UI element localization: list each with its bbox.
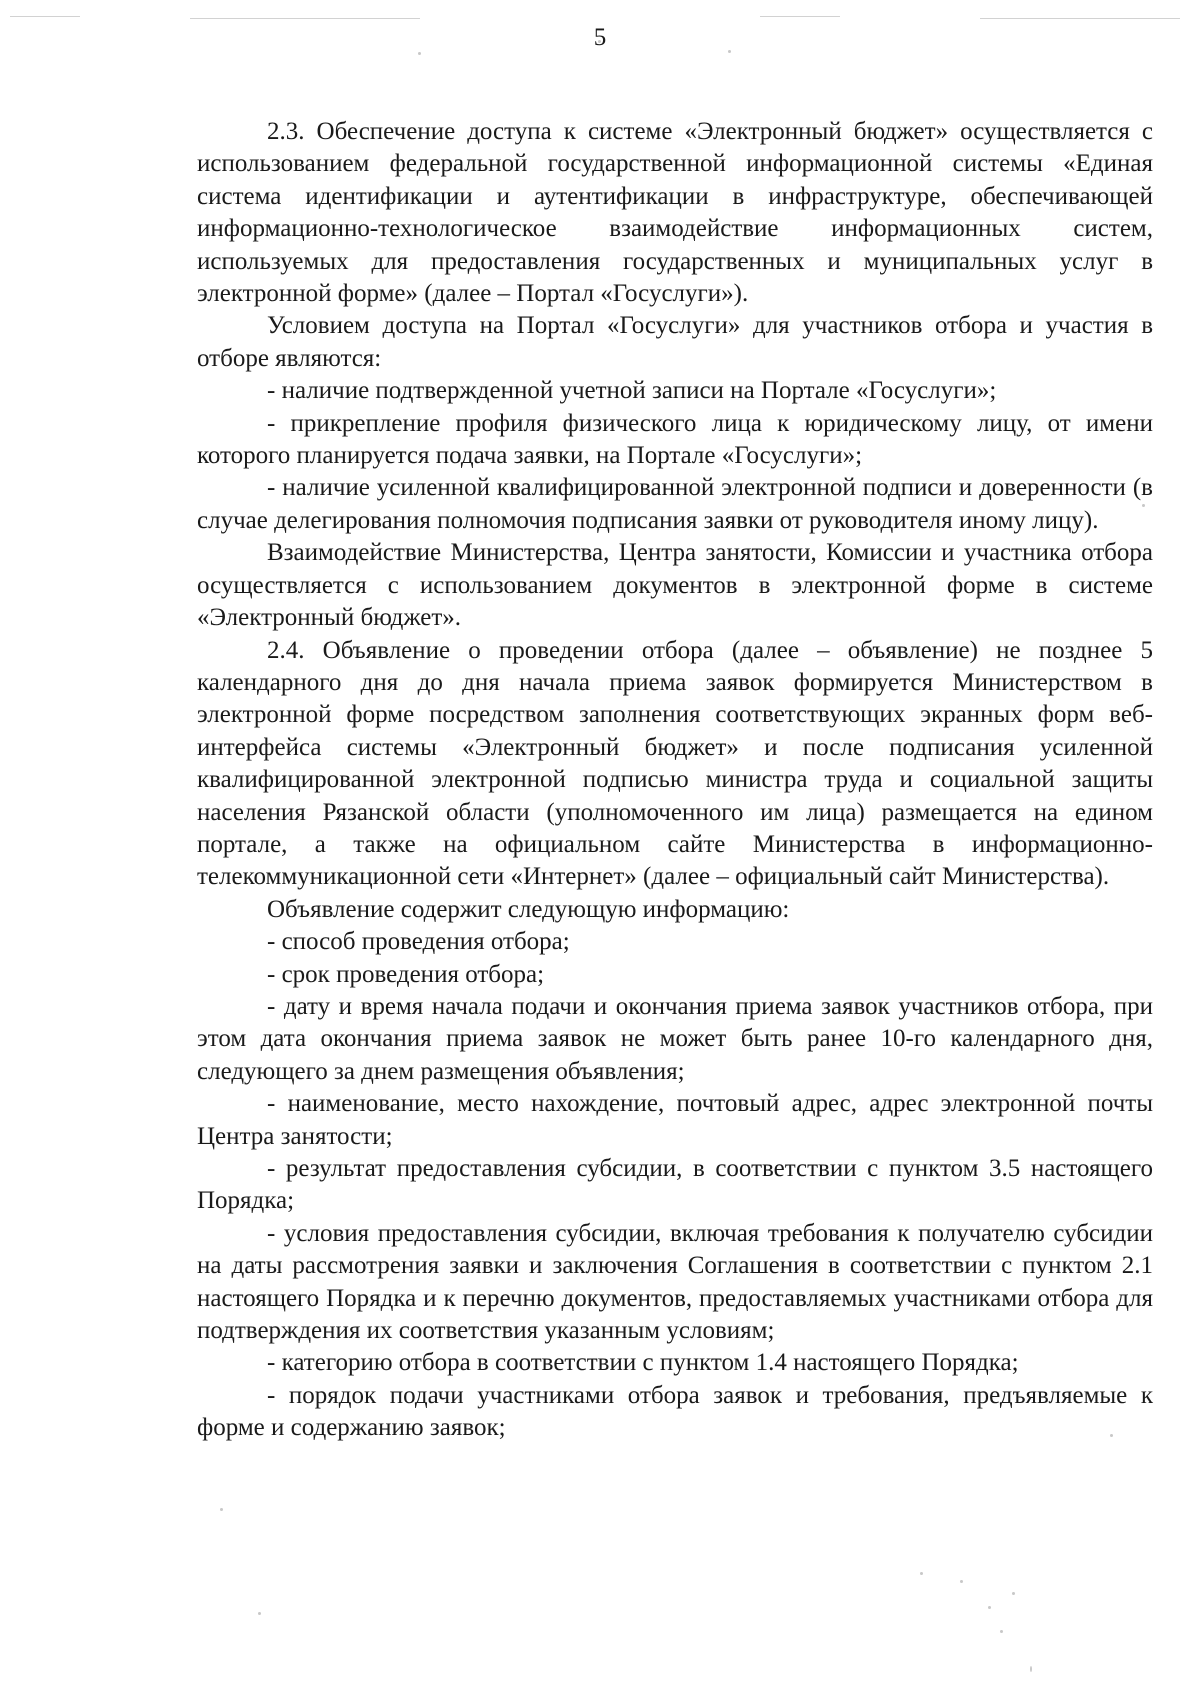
list-item: - порядок подачи участниками отбора заявок и требования, предъявляемые к форме и содержанию заявок; (197, 1381, 1153, 1442)
scan-artifact (1012, 1592, 1015, 1595)
scan-artifact (960, 1580, 963, 1583)
list-item: - наличие подтвержденной учетной записи на Портале «Госуслуги»; (267, 377, 997, 405)
list-item: - способ проведения отбора; (267, 928, 570, 956)
list-item: - дату и время начала подачи и окончания приема заявок участников отбора, при этом дата окончания приема заявок не может быть ранее 10-го календарного дня, следующего за днем размещения объявления; (197, 992, 1153, 1085)
scan-artifact (190, 18, 420, 19)
paragraph: Условием доступа на Портал «Госуслуги» для участников отбора и участия в отборе являются: (197, 312, 1153, 372)
scan-artifact (760, 16, 840, 17)
scan-artifact (1000, 1630, 1003, 1633)
paragraph-2-3: 2.3. Обеспечение доступа к системе «Электронный бюджет» осуществляется с использованием федеральной государственной информационной системы «Единая система идентификации и аутентификации в инфраструктуре, обеспечивающей информационно-технологическое взаимодействие информационных систем, используемых для предоставления государственных и муниципальных услуг в электронной форме» (далее – Портал «Госуслуги»). (197, 118, 1153, 308)
scan-artifact (980, 18, 1180, 19)
scan-artifact (988, 1606, 991, 1609)
list-item: - категорию отбора в соответствии с пунктом 1.4 настоящего Порядка; (267, 1349, 1019, 1377)
list-item: - наименование, место нахождение, почтовый адрес, адрес электронной почты Центра занятости; (197, 1090, 1153, 1150)
list-item: - результат предоставления субсидии, в соответствии с пунктом 3.5 настоящего Порядка; (197, 1155, 1153, 1215)
scan-artifact (920, 1572, 923, 1575)
scan-artifact (10, 16, 80, 17)
list-item: - прикрепление профиля физического лица к юридическому лицу, от имени которого планируется подача заявки, на Портале «Госуслуги»; (197, 409, 1153, 470)
paragraph: Взаимодействие Министерства, Центра занятости, Комиссии и участника отбора осуществляется с использованием документов в электронной форме в системе «Электронный бюджет». (197, 539, 1153, 632)
paragraph: Объявление содержит следующую информацию: (267, 895, 790, 923)
scan-artifact (1030, 1666, 1032, 1672)
list-item: - наличие усиленной квалифицированной электронной подписи и доверенности (в случае делегирования полномочия подписания заявки от руководителя иному лицу). (197, 474, 1153, 534)
scan-artifact (258, 1612, 261, 1615)
paragraph-2-4: 2.4. Объявление о проведении отбора (далее – объявление) не позднее 5 календарного дня до дня начала приема заявок формируется Министерством в электронной форме посредством заполнения соответствующих экранных форм веб-интерфейса системы «Электронный бюджет» и после подписания усиленной квалифицированной электронной подписью министра труда и социальной защиты населения Рязанской области (уполномоченного им лица) размещается на едином портале, а также на официальном сайте Министерства в информационно-телекоммуникационной сети «Интернет» (далее – официальный сайт Министерства). (197, 636, 1153, 891)
list-item: - срок проведения отбора; (267, 960, 545, 988)
page-number: 5 (593, 24, 607, 51)
document-body (197, 116, 1153, 1445)
list-item: - условия предоставления субсидии, включая требования к получателю субсидии на даты рассмотрения заявки и заключения Соглашения в соответствии с пунктом 2.1 настоящего Порядка и к перечню документов, предоставляемых участниками отбора для подтверждения их соответствия указанным условиям; (197, 1219, 1153, 1345)
scan-artifact (220, 1508, 223, 1511)
